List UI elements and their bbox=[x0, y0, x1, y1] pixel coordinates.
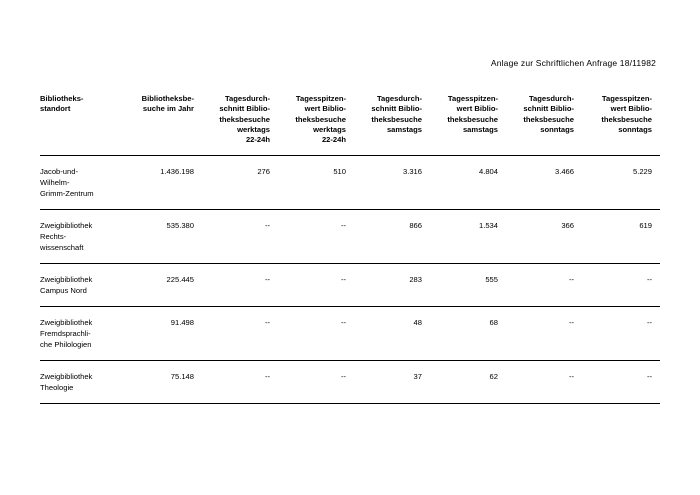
column-header-spitzenwert-sonntags: Tagesspitzen- wert Biblio- theksbesuche sonntags bbox=[582, 88, 660, 156]
cell-durchschnitt-sonntags: -- bbox=[506, 307, 582, 361]
column-header-besuche-jahr: Bibliotheksbe- suche im Jahr bbox=[124, 88, 202, 156]
cell-durchschnitt-samstags: 37 bbox=[354, 361, 430, 404]
cell-durchschnitt-samstags: 283 bbox=[354, 264, 430, 307]
table-header bbox=[40, 88, 660, 156]
cell-spitzenwert-samstags: 1.534 bbox=[430, 210, 506, 264]
table-row bbox=[40, 264, 660, 307]
cell-spitzenwert-samstags: 4.804 bbox=[430, 156, 506, 210]
table-row bbox=[40, 307, 660, 361]
cell-spitzenwert-samstags: 555 bbox=[430, 264, 506, 307]
cell-besuche-jahr: 75.148 bbox=[124, 361, 202, 404]
column-header-spitzenwert-werktags: Tagesspitzen- wert Biblio- theksbesuche werktags 22-24h bbox=[278, 88, 354, 156]
cell-durchschnitt-sonntags: -- bbox=[506, 361, 582, 404]
cell-spitzenwert-sonntags: -- bbox=[582, 361, 660, 404]
column-header-durchschnitt-sonntags: Tagesdurch- schnitt Biblio- theksbesuche sonntags bbox=[506, 88, 582, 156]
column-header-durchschnitt-samstags: Tagesdurch- schnitt Biblio- theksbesuche samstags bbox=[354, 88, 430, 156]
cell-durchschnitt-samstags: 866 bbox=[354, 210, 430, 264]
cell-besuche-jahr: 1.436.198 bbox=[124, 156, 202, 210]
table-header-row bbox=[40, 88, 660, 156]
cell-spitzenwert-samstags: 68 bbox=[430, 307, 506, 361]
table-row bbox=[40, 156, 660, 210]
cell-durchschnitt-werktags: -- bbox=[202, 210, 278, 264]
cell-durchschnitt-werktags: -- bbox=[202, 264, 278, 307]
cell-durchschnitt-werktags: -- bbox=[202, 361, 278, 404]
cell-standort: Zweigbibliothek Fremdsprachli- che Philologien bbox=[40, 307, 124, 361]
cell-spitzenwert-samstags: 62 bbox=[430, 361, 506, 404]
table-row bbox=[40, 361, 660, 404]
cell-besuche-jahr: 225.445 bbox=[124, 264, 202, 307]
cell-durchschnitt-sonntags: 366 bbox=[506, 210, 582, 264]
cell-spitzenwert-sonntags: -- bbox=[582, 264, 660, 307]
cell-spitzenwert-werktags: -- bbox=[278, 264, 354, 307]
cell-spitzenwert-sonntags: 619 bbox=[582, 210, 660, 264]
cell-spitzenwert-werktags: -- bbox=[278, 210, 354, 264]
document-header-note: Anlage zur Schriftlichen Anfrage 18/11982 bbox=[490, 58, 656, 68]
cell-besuche-jahr: 535.380 bbox=[124, 210, 202, 264]
library-visits-table bbox=[40, 88, 660, 404]
column-header-durchschnitt-werktags: Tagesdurch- schnitt Biblio- theksbesuche werktags 22-24h bbox=[202, 88, 278, 156]
table-row bbox=[40, 210, 660, 264]
cell-standort: Zweigbibliothek Theologie bbox=[40, 361, 124, 404]
cell-durchschnitt-werktags: 276 bbox=[202, 156, 278, 210]
cell-durchschnitt-samstags: 48 bbox=[354, 307, 430, 361]
cell-standort: Jacob-und- Wilhelm- Grimm-Zentrum bbox=[40, 156, 124, 210]
cell-besuche-jahr: 91.498 bbox=[124, 307, 202, 361]
cell-spitzenwert-sonntags: -- bbox=[582, 307, 660, 361]
column-header-spitzenwert-samstags: Tagesspitzen- wert Biblio- theksbesuche samstags bbox=[430, 88, 506, 156]
cell-durchschnitt-sonntags: 3.466 bbox=[506, 156, 582, 210]
cell-standort: Zweigbibliothek Rechts- wissenschaft bbox=[40, 210, 124, 264]
cell-durchschnitt-samstags: 3.316 bbox=[354, 156, 430, 210]
table-body bbox=[40, 156, 660, 404]
cell-spitzenwert-werktags: 510 bbox=[278, 156, 354, 210]
cell-spitzenwert-werktags: -- bbox=[278, 361, 354, 404]
cell-durchschnitt-werktags: -- bbox=[202, 307, 278, 361]
column-header-standort: Bibliotheks- standort bbox=[40, 88, 124, 156]
cell-spitzenwert-sonntags: 5.229 bbox=[582, 156, 660, 210]
cell-standort: Zweigbibliothek Campus Nord bbox=[40, 264, 124, 307]
cell-spitzenwert-werktags: -- bbox=[278, 307, 354, 361]
cell-durchschnitt-sonntags: -- bbox=[506, 264, 582, 307]
